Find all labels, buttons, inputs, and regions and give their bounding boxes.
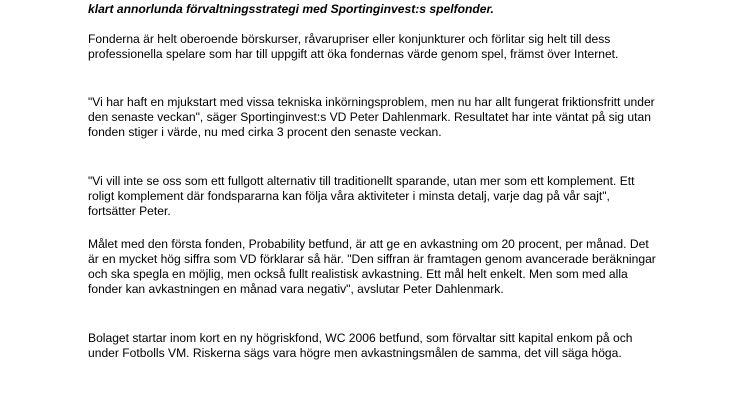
paragraph-fund-independence: Fonderna är helt oberoende börskurser, råvarupriser eller konjunkturer och förlitar sig helt till dess professionella spelare som har till uppgift att öka fondernas värde genom spel, främst över Internet. bbox=[88, 32, 619, 61]
paragraph-return-goal: Målet med den första fonden, Probability betfund, är att ge en avkastning om 20 procent, per månad. Det är en mycket hög siffra som VD förklarar så här. "Den siffran är framtagen genom avancerade beräkningar och ska spegla en möjlig, men också fullt realistisk avkastning. Ett mål helt enkelt. Men som med alla fonder kan avkastningen en månad vara negativ", avslutar Peter Dahlenmark. bbox=[88, 237, 656, 296]
lead-sentence: klart annorlunda förvaltningsstrategi med Sportinginvest:s spelfonder. bbox=[88, 2, 494, 16]
document-page bbox=[88, 0, 660, 360]
paragraph-soft-start-quote: "Vi har haft en mjukstart med vissa tekniska inkörningsproblem, men nu har allt fungerat friktionsfritt under den senaste veckan", säger Sportinginvest:s VD Peter Dahlenmark. Resultatet har inte väntat på sig utan fonden stiger i värde, nu med cirka 3 procent den senaste veckan. bbox=[88, 95, 655, 139]
paragraph-new-fund: Bolaget startar inom kort en ny högriskfond, WC 2006 betfund, som förvaltar sitt kapital enkom på och under Fotbolls VM. Riskerna sägs vara högre men avkastningsmålen de samma, det vill säga höga. bbox=[88, 331, 633, 360]
paragraph-complement-quote: "Vi vill inte se oss som ett fullgott alternativ till traditionellt sparande, utan mer som ett komplement. Ett roligt komplement där fondspararna kan följa våra aktiviteter i minsta detalj, varje dag på vår sajt", fortsätter Peter. bbox=[88, 174, 635, 218]
